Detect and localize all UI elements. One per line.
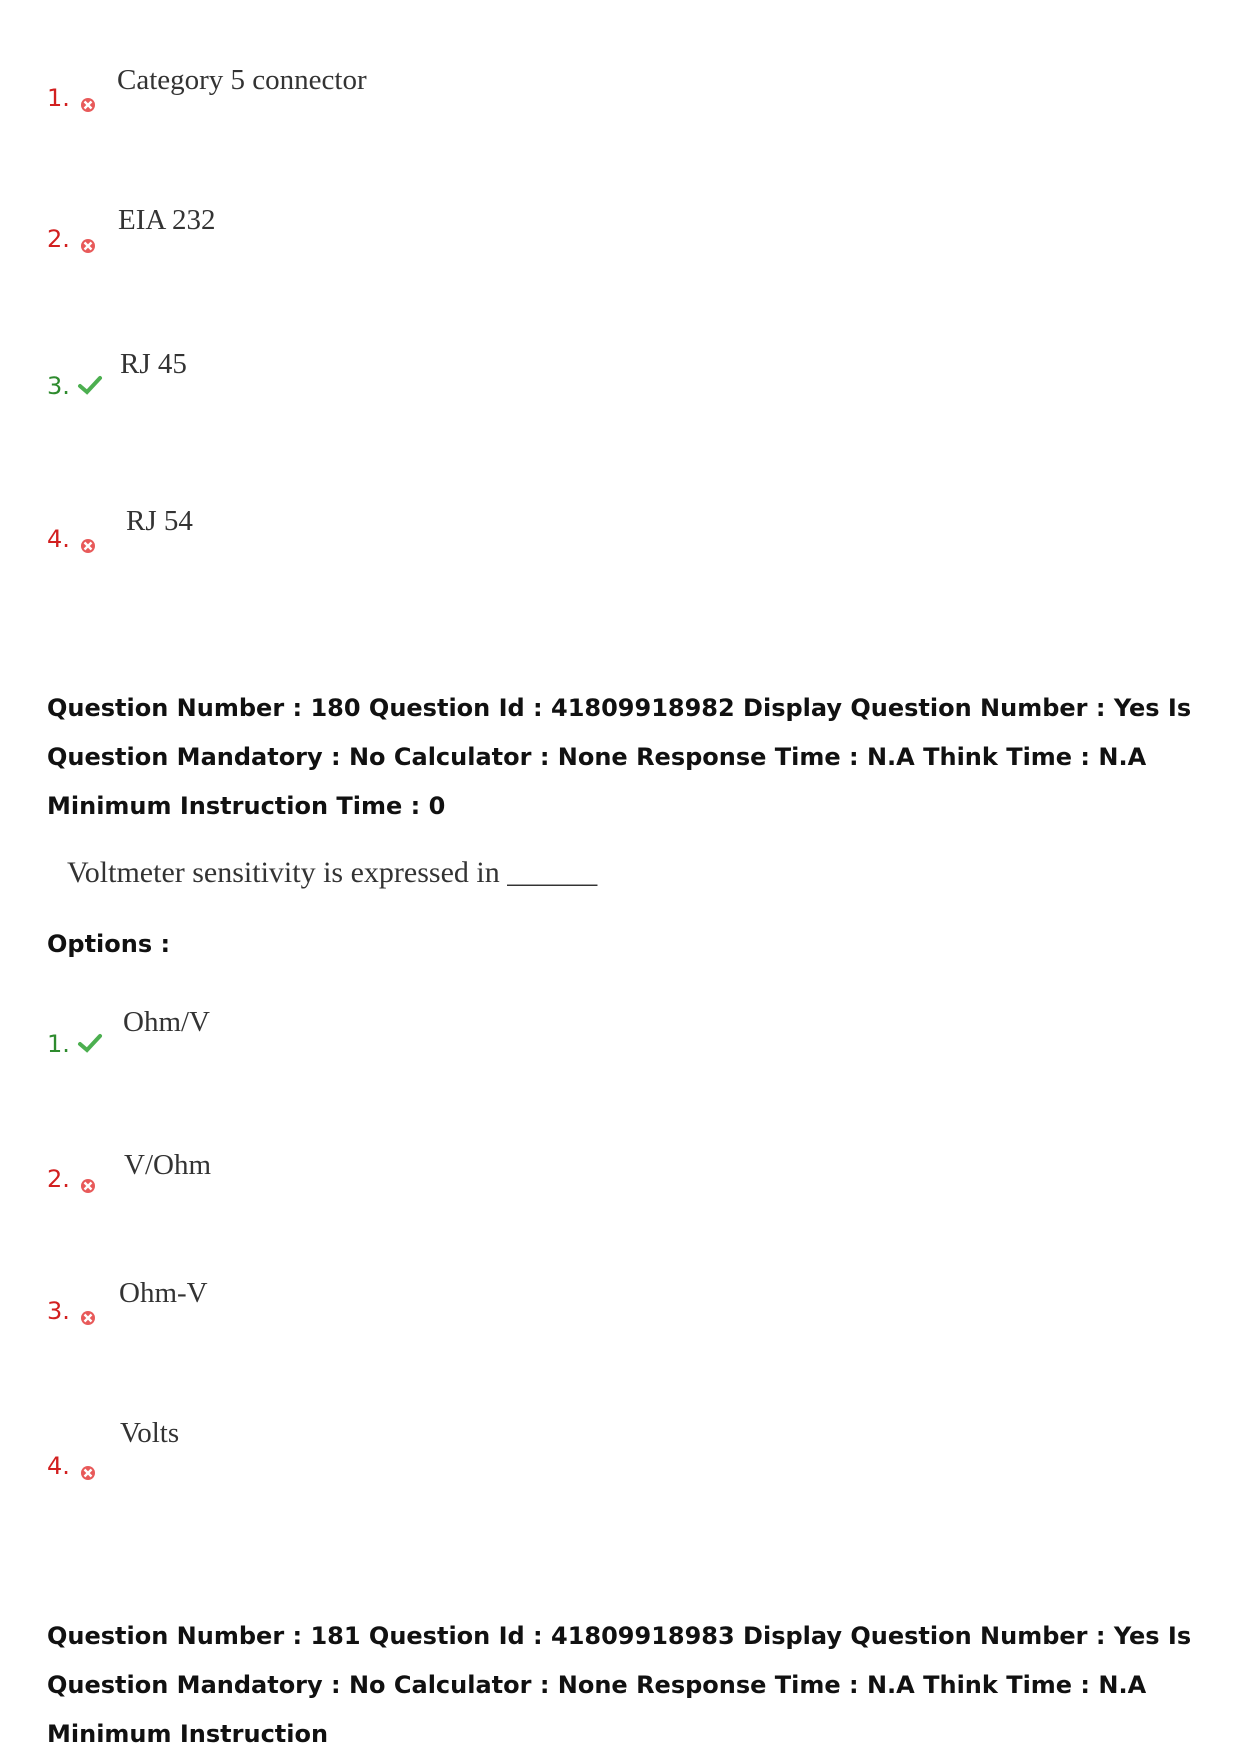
option-number: 3. (47, 1297, 70, 1325)
option-number: 1. (47, 84, 70, 112)
cross-icon (77, 1175, 99, 1197)
cross-icon (77, 535, 99, 557)
option-text: Ohm/V (123, 1006, 210, 1038)
option-text: Volts (120, 1417, 180, 1449)
cross-icon (77, 235, 99, 257)
cross-icon (77, 1307, 99, 1329)
question-text: Voltmeter sensitivity is expressed in ______ (67, 856, 598, 889)
option-text: EIA 232 (118, 204, 216, 236)
check-icon (77, 1032, 103, 1054)
option-text: V/Ohm (124, 1149, 211, 1181)
check-icon (77, 374, 103, 396)
option-text: RJ 54 (126, 505, 193, 537)
option-text: Category 5 connector (117, 64, 367, 96)
options-label: Options : (47, 930, 171, 958)
option-number: 2. (47, 1165, 70, 1193)
option-number: 2. (47, 225, 70, 253)
option-number: 3. (47, 372, 70, 400)
cross-icon (77, 1462, 99, 1484)
cross-icon (77, 94, 99, 116)
option-number: 1. (47, 1030, 70, 1058)
option-number: 4. (47, 525, 70, 553)
question-meta: Question Number : 181 Question Id : 41809918983 Display Question Number : Yes Is Question Mandatory : No Calculator : None Response Time : N.A Think Time : N.A Minimum Instruction (47, 1622, 1192, 1748)
question-meta: Question Number : 180 Question Id : 41809918982 Display Question Number : Yes Is Question Mandatory : No Calculator : None Response Time : N.A Think Time : N.A Minimum Instruction Time : 0 (47, 694, 1192, 820)
option-text: Ohm-V (119, 1277, 208, 1309)
option-text: RJ 45 (120, 348, 187, 380)
option-number: 4. (47, 1452, 70, 1480)
